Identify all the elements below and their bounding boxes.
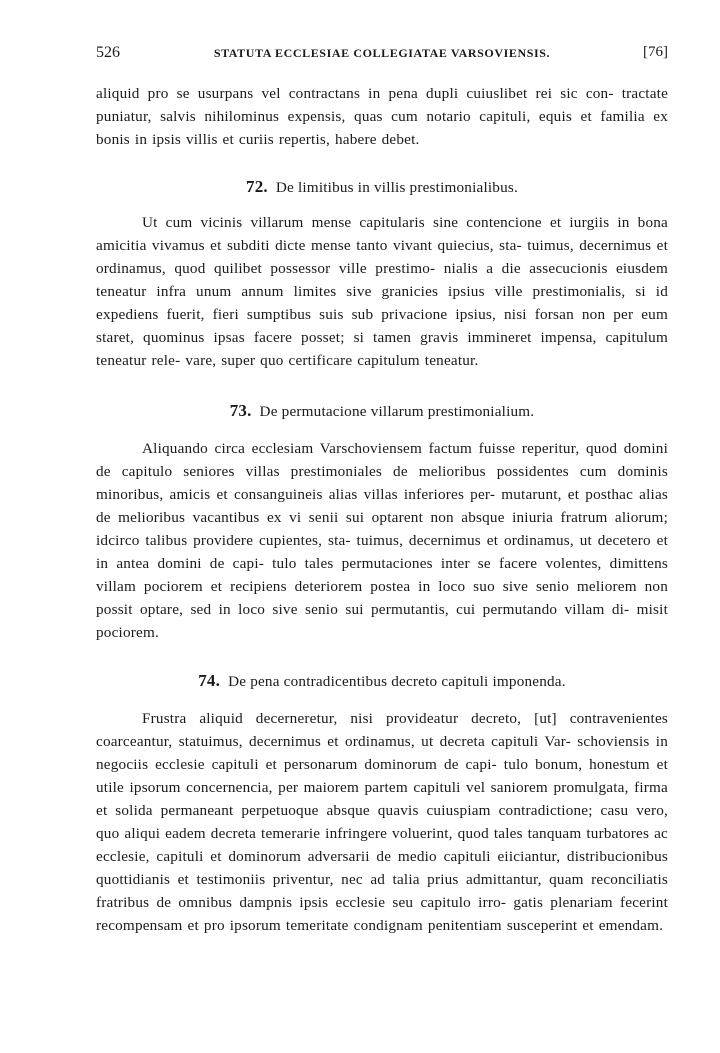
text-line: et recipiens deteriorem postea in loco suo sive senio meliorem non possit [96,578,668,618]
text-line: domini de capitulo seniores villas prestimoniales de melioribus possidentes [96,440,668,480]
text-line: quottidianis et testimoniis priventur, nec ad talia prius admittantur, quam [96,871,584,888]
text-line: suis sub privacione ipsius, nisi forsan non per eum staret, quominus ipsas [96,306,668,346]
text-line: misit pociorem. [96,601,669,641]
running-title: STATUTA ECCLESIAE COLLEGIATAE VARSOVIENSIS. [213,46,551,60]
section-title: De pena contradicentibus decreto capituli imponenda. [228,673,566,690]
text-line: mutarunt, et posthac alias de melioribus vacantibus ex vi senii sui optarent [96,486,669,526]
text-line: aliquid pro se usurpans vel contractans in pena dupli cuiuslibet rei sic con- [96,85,614,102]
section-reference: [76] [643,44,668,60]
section-74-heading [96,669,668,693]
text-line: granicies ipsius ville prestimonialis, si id expediens fuerit, fieri sumptibus [96,283,668,323]
text-line: capituli et dominorum adversarii de medio capituli eiiciantur, distribucionibus [156,848,669,865]
text-line: in bona amicitia vivamus et subditi dicte mense tanto vivant quiecius, sta- [96,214,668,254]
section-73-paragraph [96,437,668,644]
text-line: optare, sed in loco sive senio sui permutantis, cui permutando villam di- [139,601,630,618]
section-title: De limitibus in villis prestimonialibus. [275,179,518,196]
text-line: schoviensis in negociis ecclesie capituli et personarum dominorum de capi- [96,733,669,773]
text-line: reconciliatis fratribus de omnibus dampnis ipsis ecclesie seu capitulo irro- [96,871,668,911]
text-line: penitentiam susceperint et emendam. [427,917,664,934]
section-72-paragraph [96,211,668,372]
text-line: absque quavis cuiuspiam contradictione; casu vero, quo aliqui eadem decreta [96,802,669,842]
section-number: 73. [229,401,252,420]
text-line: non absque iniuria fratrum aliorum; idcirco talibus providere cupientes, sta- [96,509,668,549]
section-number: 72. [246,177,268,196]
section-74-paragraph [96,707,668,937]
text-line: nialis a die assecucionis eiusdem teneatur infra unum annum limites sive [96,260,668,300]
text-line: coarceantur, statuimus, decernimus et ordinamus, ut decreta capituli Var- [96,733,571,750]
text-line: et familia ex bonis in ipsis villis et curiis repertis, habere debet. [96,108,668,148]
text-line: Ut cum vicinis villarum mense capitularis sine contencione et iurgiis [142,214,610,231]
section-title: De permutacione villarum prestimonialium. [259,403,535,420]
intro-paragraph [96,82,668,151]
section-number: 74. [198,671,221,690]
running-header [96,44,668,64]
text-line: facere posset; si tamen gravis immineret impensa, capitulum teneatur rele- [96,329,668,369]
text-line: tulo tales permutaciones inter se facere volentes, dimittens villam pociorem [96,555,668,595]
section-72-heading [96,175,668,199]
text-line: temerarie infringere voluerint, quod tales tanquam turbatores ac ecclesie, [96,825,668,865]
page-number: 526 [96,44,120,61]
text-line: vare, super quo certificare capitulum teneatur. [185,352,479,369]
section-73-heading [96,399,668,423]
text-line: tuimus, decernimus et ordinamus, ut decetero et in antea domini de capi- [96,532,668,572]
body-text [96,82,668,937]
text-line: Frustra aliquid decerneretur, nisi provideatur decreto, [ut] contravenientes [142,710,668,727]
text-line: Aliquando circa ecclesiam Varschoviensem factum fuisse reperitur, quod [142,440,618,457]
text-line: tuimus, decernimus et ordinamus, quod quilibet possessor ville prestimo- [96,237,668,277]
text-line: capituli vel saniorem promulgata, firma et solida permaneant perpetuoque [96,779,668,819]
text-line: cum dominis minoribus, amicis et consanguineis alias villas inferiores per- [96,463,668,503]
text-line: tulo bonum, honestum et utile ipsorum concernencia, per maiorem partem [96,756,669,796]
text-line: gatis plenariam fecerint recompensam et pro ipsorum temeritate condignam [96,894,669,934]
text-line: tractate puniatur, salvis nihilominus expensis, quas cum notario capituli, equis [96,85,669,125]
